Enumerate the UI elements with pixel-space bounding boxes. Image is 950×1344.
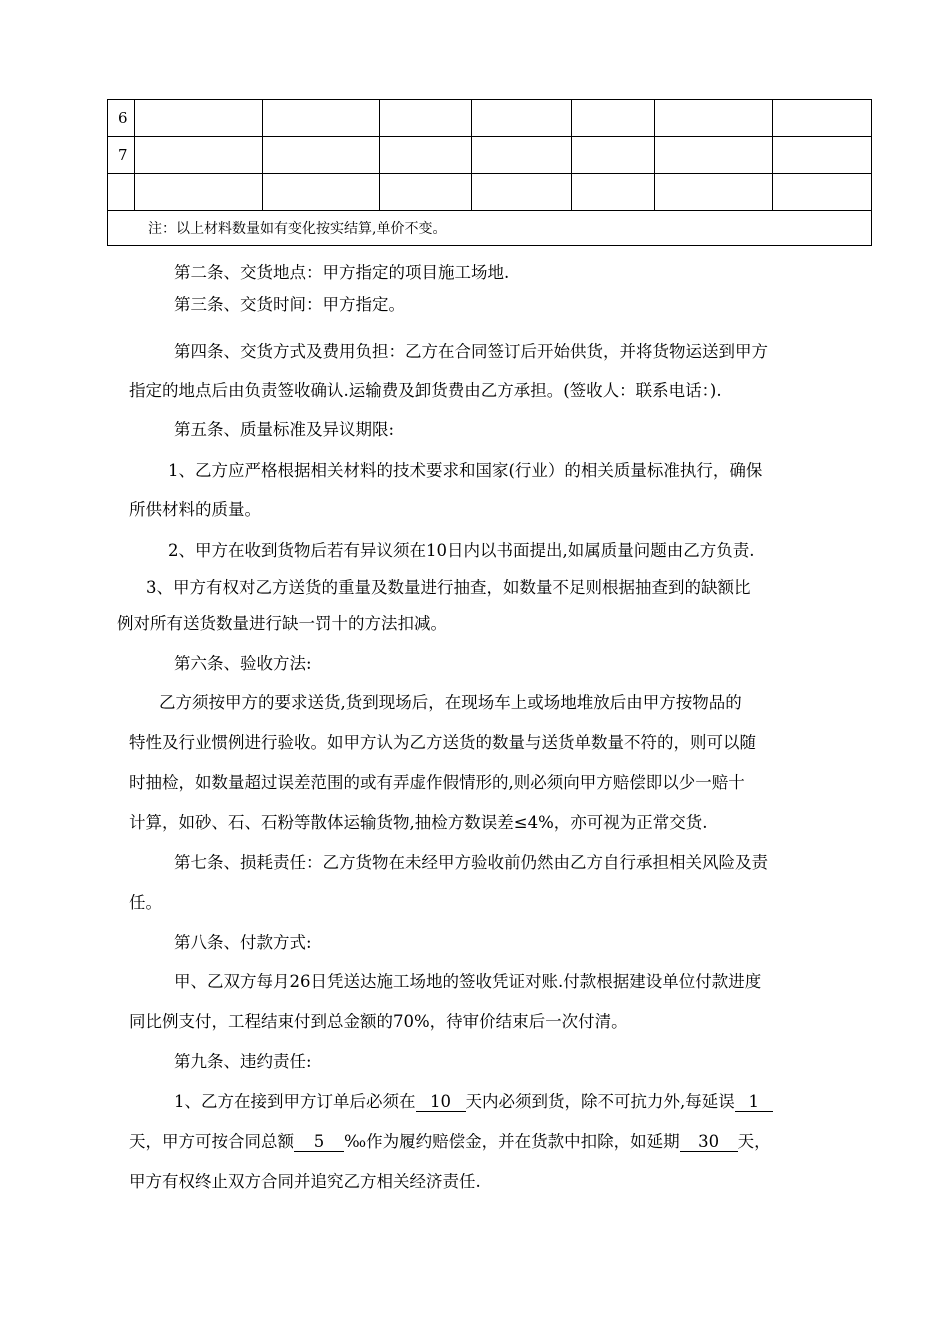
table-cell	[655, 137, 773, 174]
table-cell	[572, 100, 655, 137]
article-6-text-4: 计算，如砂、石、石粉等散体运输货物,抽检方数误差≤4%，亦可视为正常交货.	[129, 813, 708, 832]
article-7-heading: 第七条、损耗责任：乙方货物在未经甲方验收前仍然由乙方自行承担相关风险及责	[174, 853, 768, 872]
article-8-text-2: 同比例支付，工程结束付到总金额的70%，待审价结束后一次付清。	[129, 1012, 628, 1031]
table-note-row	[108, 211, 872, 246]
article-9-heading: 第九条、违约责任:	[174, 1052, 312, 1071]
row-number: 7	[108, 137, 135, 174]
table-cell	[472, 100, 572, 137]
article-5-item-2: 2、甲方在收到货物后若有异议须在10日内以书面提出,如属质量问题由乙方负责.	[168, 541, 755, 560]
article-8-text-1: 甲、乙双方每月26日凭送达施工场地的签收凭证对账.付款根据建设单位付款进度	[174, 972, 762, 991]
article-9-item-1-end: 甲方有权终止双方合同并追究乙方相关经济责任.	[129, 1172, 481, 1191]
row-number: 6	[108, 100, 135, 137]
penalty-text: 天，	[737, 1132, 771, 1151]
table-row	[108, 137, 872, 174]
table-cell	[135, 100, 263, 137]
article-4-heading: 第四条、交货方式及费用负担：乙方在合同签订后开始供货，并将货物运送到甲方	[174, 342, 768, 361]
table-cell	[773, 137, 872, 174]
table-cell	[135, 174, 263, 211]
table-cell	[572, 137, 655, 174]
article-5-item-1-cont: 所供材料的质量。	[129, 500, 261, 519]
table-cell	[263, 100, 380, 137]
materials-table	[107, 99, 872, 246]
article-9-item-1	[174, 1092, 773, 1112]
article-9-item-1-cont	[129, 1132, 771, 1152]
article-7-cont: 任。	[129, 893, 162, 912]
table-cell	[263, 174, 380, 211]
row-number	[108, 174, 135, 211]
article-5-item-3: 3、甲方有权对乙方送货的重量及数量进行抽查，如数量不足则根据抽查到的缺额比	[146, 578, 751, 597]
article-4-text: 指定的地点后由负责签收确认.运输费及卸货费由乙方承担。(签收人：联系电话：).	[129, 381, 722, 400]
table-cell	[263, 137, 380, 174]
article-5-item-1: 1、乙方应严格根据相关材料的技术要求和国家(行业）的相关质量标准执行，确保	[168, 461, 763, 480]
article-3-delivery-time: 第三条、交货时间：甲方指定。	[174, 295, 405, 314]
penalty-rate-blank: 5	[294, 1133, 344, 1152]
overdue-days-blank: 30	[680, 1133, 738, 1152]
table-note: 注：以上材料数量如有变化按实结算,单价不变。	[108, 211, 872, 246]
table-row	[108, 174, 872, 211]
article-8-heading: 第八条、付款方式:	[174, 933, 312, 952]
penalty-text: 天内必须到货，除不可抗力外,每延误	[465, 1092, 735, 1111]
table-cell	[472, 137, 572, 174]
article-6-text-3: 时抽检，如数量超过误差范围的或有弄虚作假情形的,则必须向甲方赔偿即以少一赔十	[129, 773, 745, 792]
penalty-text: ‰作为履约赔偿金，并在货款中扣除，如延期	[344, 1132, 680, 1151]
table-cell	[572, 174, 655, 211]
table-cell	[380, 137, 472, 174]
article-2-delivery-place: 第二条、交货地点：甲方指定的项目施工场地.	[174, 263, 510, 282]
table-cell	[655, 174, 773, 211]
delay-days-blank: 1	[735, 1093, 773, 1112]
article-6-text-1: 乙方须按甲方的要求送货,货到现场后，在现场车上或场地堆放后由甲方按物品的	[159, 693, 742, 712]
penalty-text: 1、乙方在接到甲方订单后必须在	[174, 1092, 416, 1111]
article-6-heading: 第六条、验收方法:	[174, 654, 312, 673]
table-row	[108, 100, 872, 137]
table-cell	[773, 174, 872, 211]
table-cell	[655, 100, 773, 137]
penalty-text: 天，甲方可按合同总额	[129, 1132, 294, 1151]
table-cell	[135, 137, 263, 174]
table-cell	[380, 174, 472, 211]
table-cell	[773, 100, 872, 137]
article-5-heading: 第五条、质量标准及异议期限:	[174, 420, 395, 439]
table-cell	[472, 174, 572, 211]
article-6-text-2: 特性及行业惯例进行验收。如甲方认为乙方送货的数量与送货单数量不符的，则可以随	[129, 733, 756, 752]
article-5-item-3-cont: 例对所有送货数量进行缺一罚十的方法扣减。	[117, 614, 447, 633]
table-cell	[380, 100, 472, 137]
delivery-days-blank: 10	[416, 1093, 466, 1112]
